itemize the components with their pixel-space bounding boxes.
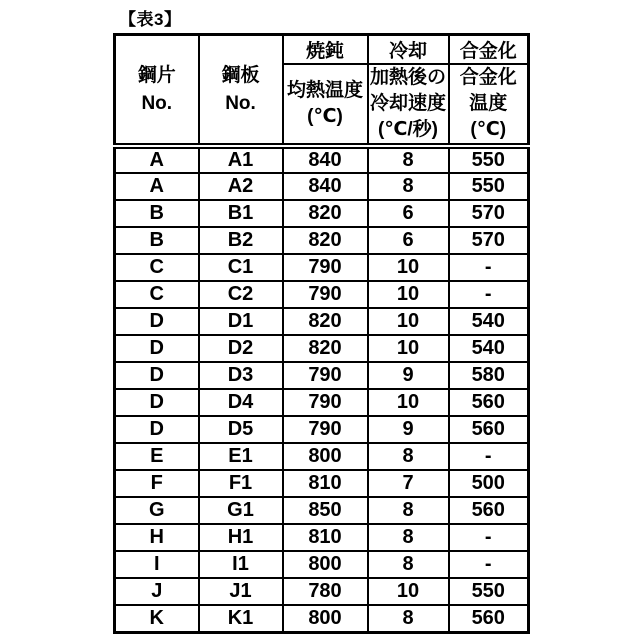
table-cell: 560 [449, 416, 529, 443]
table-row [115, 200, 529, 227]
table-row [115, 173, 529, 200]
header-group-row [115, 35, 529, 65]
table-row [115, 578, 529, 605]
table-cell: C1 [199, 254, 283, 281]
header-cooling-rate-line2: 冷却速度 [369, 93, 446, 114]
table-cell: K [115, 605, 199, 632]
table-row [115, 308, 529, 335]
table-cell: 560 [449, 389, 529, 416]
table-cell: J1 [199, 578, 283, 605]
table-cell: C [115, 254, 199, 281]
table-cell: 790 [283, 254, 368, 281]
table-cell: E1 [199, 443, 283, 470]
table-row [115, 389, 529, 416]
table-row [115, 524, 529, 551]
table-cell: 500 [449, 470, 529, 497]
table-cell: G1 [199, 497, 283, 524]
table-cell: 8 [368, 173, 449, 200]
table-cell: D [115, 308, 199, 335]
header-alloying-temp-line1: 合金化 [459, 67, 517, 88]
table-cell: 840 [283, 146, 368, 173]
table-cell: 790 [283, 362, 368, 389]
table-cell: 820 [283, 227, 368, 254]
table-row [115, 146, 529, 173]
table-cell: 7 [368, 470, 449, 497]
table-cell: F1 [199, 470, 283, 497]
table-cell: D [115, 362, 199, 389]
header-steel-piece-line2: No. [141, 92, 173, 114]
table-cell: H1 [199, 524, 283, 551]
table-cell: 570 [449, 200, 529, 227]
table-cell: 790 [283, 389, 368, 416]
header-steel-piece-line1: 鋼片 [137, 64, 176, 86]
table-cell: - [449, 443, 529, 470]
table-cell: 8 [368, 443, 449, 470]
table-cell: D1 [199, 308, 283, 335]
header-soaking-temp-line2: (℃) [307, 106, 343, 127]
table-cell: 8 [368, 605, 449, 632]
table-cell: H [115, 524, 199, 551]
table-cell: 800 [283, 443, 368, 470]
table-cell: 10 [368, 578, 449, 605]
header-steel-sheet-line2: No. [225, 92, 256, 114]
header-alloying-temp [449, 64, 529, 146]
table-cell: A1 [199, 146, 283, 173]
table-cell: 8 [368, 551, 449, 578]
table-cell: 10 [368, 254, 449, 281]
table-cell: A2 [199, 173, 283, 200]
table-cell: 8 [368, 146, 449, 173]
table-cell: - [449, 524, 529, 551]
table-cell: B [115, 200, 199, 227]
table-cell: I [115, 551, 199, 578]
header-soaking-temp [283, 64, 368, 146]
table-row [115, 497, 529, 524]
table-cell: 10 [368, 281, 449, 308]
header-soaking-temp-line1: 均熱温度 [286, 80, 363, 101]
header-cooling-rate-line1: 加熱後の [369, 67, 446, 88]
table-cell: 850 [283, 497, 368, 524]
table-cell: C2 [199, 281, 283, 308]
table-row [115, 281, 529, 308]
table-title: 【表3】 [119, 10, 182, 29]
table-cell: 540 [449, 308, 529, 335]
table-cell: 9 [368, 416, 449, 443]
table-cell: J [115, 578, 199, 605]
table-row [115, 362, 529, 389]
table-cell: D [115, 335, 199, 362]
header-alloying-temp-line3: (℃) [470, 119, 507, 140]
table-cell: 580 [449, 362, 529, 389]
table-cell: B1 [199, 200, 283, 227]
table-row [115, 227, 529, 254]
table-row [115, 605, 529, 632]
table-row [115, 443, 529, 470]
table-cell: 10 [368, 335, 449, 362]
table-cell: K1 [199, 605, 283, 632]
table-cell: 540 [449, 335, 529, 362]
table-cell: 810 [283, 524, 368, 551]
table-cell: - [449, 551, 529, 578]
table-cell: B [115, 227, 199, 254]
table-cell: 8 [368, 524, 449, 551]
table-header [115, 35, 529, 147]
table-cell: D5 [199, 416, 283, 443]
header-group-cooling: 冷却 [368, 35, 449, 65]
table-row [115, 254, 529, 281]
table-cell: 810 [283, 470, 368, 497]
table-cell: D [115, 416, 199, 443]
table-body [115, 146, 529, 632]
table-cell: 550 [449, 173, 529, 200]
table-cell: - [449, 281, 529, 308]
header-cooling-rate [368, 64, 449, 146]
table-cell: F [115, 470, 199, 497]
table-cell: B2 [199, 227, 283, 254]
table-cell: 550 [449, 146, 529, 173]
table-cell: 820 [283, 308, 368, 335]
table-row [115, 416, 529, 443]
table-cell: D [115, 389, 199, 416]
table-cell: 790 [283, 416, 368, 443]
table-cell: 820 [283, 200, 368, 227]
header-alloying-temp-line2: 温度 [469, 93, 508, 114]
table-cell: 8 [368, 497, 449, 524]
table-cell: A [115, 173, 199, 200]
header-steel-sheet-line1: 鋼板 [221, 64, 260, 86]
table-cell: 560 [449, 605, 529, 632]
table-row [115, 335, 529, 362]
table-cell: 840 [283, 173, 368, 200]
table-cell: 820 [283, 335, 368, 362]
table-cell: 800 [283, 605, 368, 632]
table-cell: 560 [449, 497, 529, 524]
table-cell: 790 [283, 281, 368, 308]
table-cell: 6 [368, 227, 449, 254]
table-row [115, 551, 529, 578]
table-cell: D3 [199, 362, 283, 389]
table-cell: D4 [199, 389, 283, 416]
header-steel-piece-no [115, 35, 199, 147]
table-cell: I1 [199, 551, 283, 578]
table-cell: G [115, 497, 199, 524]
table-cell: 570 [449, 227, 529, 254]
header-group-alloying: 合金化 [449, 35, 529, 65]
table-cell: 550 [449, 578, 529, 605]
table-row [115, 470, 529, 497]
table-cell: 800 [283, 551, 368, 578]
table-cell: 6 [368, 200, 449, 227]
table-cell: 10 [368, 308, 449, 335]
header-cooling-rate-line3: (℃/秒) [378, 119, 438, 140]
table-cell: A [115, 146, 199, 173]
header-group-annealing: 焼鈍 [283, 35, 368, 65]
table-cell: 10 [368, 389, 449, 416]
table-cell: C [115, 281, 199, 308]
table-cell: D2 [199, 335, 283, 362]
table-cell: 9 [368, 362, 449, 389]
table-cell: E [115, 443, 199, 470]
header-steel-sheet-no [199, 35, 283, 147]
table-cell: - [449, 254, 529, 281]
table-cell: 780 [283, 578, 368, 605]
process-conditions-table [113, 33, 530, 634]
